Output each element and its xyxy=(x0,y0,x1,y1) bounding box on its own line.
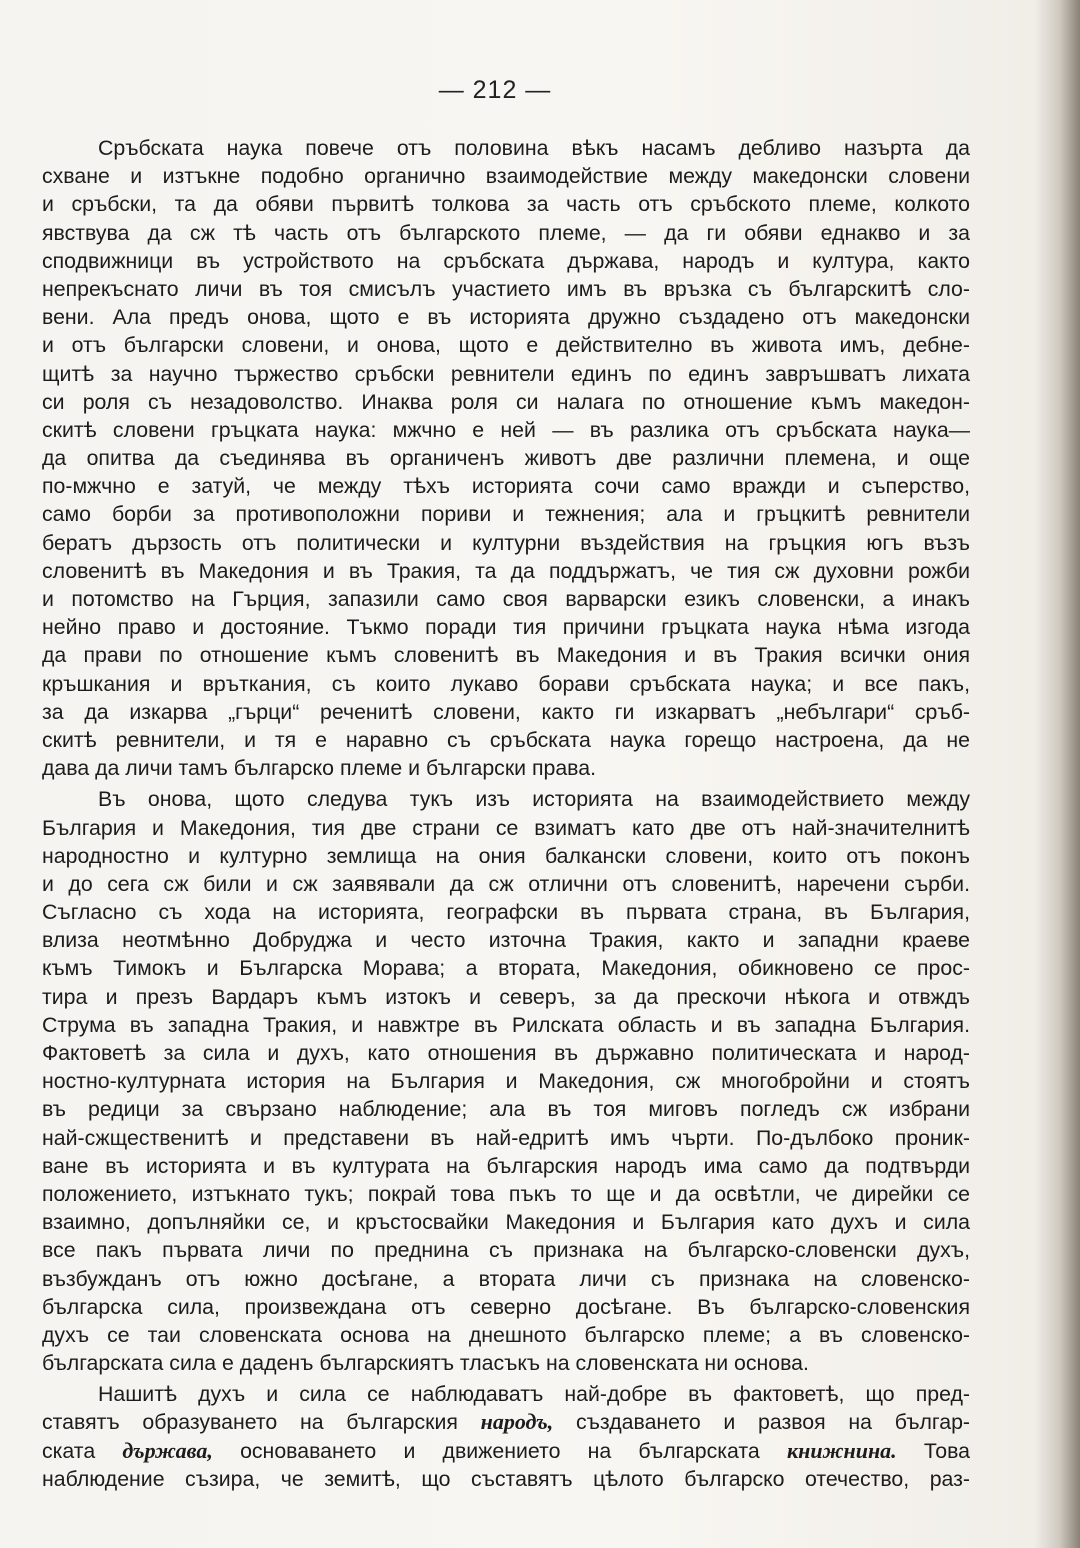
text-line: най-сжщественитѣ и представени въ най-едритѣ имъ чърти. По-дълбоко проник- xyxy=(42,1125,970,1150)
text-line: скитѣ словени гръцката наука: мжчно е ней — въ разлика отъ сръбската наука— xyxy=(42,417,970,442)
text-line: бератъ дързость отъ политически и културни въздействия на гръцкия югъ възъ xyxy=(42,530,970,555)
text-line: и отъ български словени, и онова, щото е действително въ живота имъ, дебне- xyxy=(42,333,970,358)
text-line: въ редици за свързано наблюдение; ала въ тоя миговъ погледъ сж избрани xyxy=(42,1097,970,1122)
paragraph-1 xyxy=(42,134,970,782)
text-line xyxy=(42,1408,970,1436)
text-line: ностно-културната история на България и Македония, сж многобройни и стоятъ xyxy=(42,1069,970,1094)
page-number: — 212 — xyxy=(438,76,552,104)
text-line: Струма въ западна Тракия, и навжтре въ Рилската область и въ западна България. xyxy=(42,1012,970,1037)
text-line: възбужданъ отъ южно досѣгане, а втората личи съ признака на словенско- xyxy=(42,1266,970,1291)
text-line: по-мжчно е затуй, че между тѣхъ историята сочи само вражди и съперство, xyxy=(42,474,970,499)
text-line: къмъ Тимокъ и Българска Морава; а втората, Македония, обикновено се прос- xyxy=(42,956,970,981)
text-line: да опитва да съединява въ органиченъ животъ две различни племена, и още xyxy=(42,446,970,471)
text-line: щитѣ за научно тържество сръбски ревнители единъ по единъ завръшватъ лихата xyxy=(42,361,970,386)
text-line: си роля съ незадоволство. Инаква роля си налага по отношение къмъ македон- xyxy=(42,389,970,414)
text-line: взаимно, допълняйки се, и кръстосвайки Македония и България като духъ и сила xyxy=(42,1210,970,1235)
text-line xyxy=(42,1437,970,1465)
text-line: влиза неотмѣнно Добруджа и често източна Тракия, както и западни краеве xyxy=(42,928,970,953)
text-line: България и Македония, тия две страни се взиматъ като две отъ най-значителнитѣ xyxy=(42,815,970,840)
text-line: все пакъ първата личи по преднина съ признака на българско-словенски духъ, xyxy=(42,1238,970,1263)
text-line: ване въ историята и въ културата на българския народъ има само да подтвърди xyxy=(42,1153,970,1178)
text-line: дава да личи тамъ българско племе и български права. xyxy=(42,756,597,781)
text-line: нейно право и достояние. Тъкмо поради тия причини гръцката наука нѣма изгода xyxy=(42,615,970,640)
text-line xyxy=(42,1465,970,1493)
text-line: Фактоветѣ за сила и духъ, като отношения въ държавно политическата и народ- xyxy=(42,1041,970,1065)
text-run: Това xyxy=(896,1438,970,1463)
text-line: словенитѣ въ Македония и въ Тракия, та да поддържатъ, че тия сж духовни рожби xyxy=(42,558,970,583)
emphasized-term: народъ, xyxy=(480,1409,554,1435)
text-run: наблюдение съзира, че земитѣ, що съставятъ цѣлото българско отечество, раз- xyxy=(42,1466,970,1491)
text-run: ската xyxy=(42,1438,123,1463)
text-line: и сръбски, та да обяви първитѣ толкова за часть отъ сръбското племе, колкото xyxy=(42,192,970,217)
text-run: Нашитѣ духъ и сила се наблюдаватъ най-добре въ фактоветѣ, що пред- xyxy=(98,1382,970,1407)
paragraph-2 xyxy=(42,785,970,1377)
text-line: вени. Ала предъ онова, щото е въ историята дружно създадено отъ македонски xyxy=(42,305,970,330)
text-line: положението, изтъкнато тукъ; покрай това пъкъ то ще и да освѣтли, че дирейки се xyxy=(42,1181,970,1206)
emphasized-term: книжнина. xyxy=(786,1437,897,1463)
text-line: Съгласно съ хода на историята, географски въ първата страна, въ България, xyxy=(42,900,970,925)
text-line: явствува да сж тѣ часть отъ българското племе, — да ги обяви еднакво и за xyxy=(42,220,970,245)
text-line: сподвижници въ устройството на сръбската държава, народъ и култура, както xyxy=(42,248,970,273)
text-line: кръшкания и връткания, съ които лукаво борави сръбската наука; и все пакъ, xyxy=(42,671,970,696)
emphasized-term: държава, xyxy=(122,1437,213,1463)
text-line: непрекъснато личи въ тоя смисълъ участието имъ въ връзка съ българскитѣ сло- xyxy=(42,276,970,301)
text-line: народностно и културно землища на ония балкански словени, които отъ поконъ xyxy=(42,843,970,868)
text-line: схване и изтъкне подобно органично взаимодействие между македонски словени xyxy=(42,164,970,189)
text-line: да прави по отношение къмъ словенитѣ въ Македония и въ Тракия всички ония xyxy=(42,643,970,668)
page-edge-shadow xyxy=(1034,0,1080,1548)
body-text xyxy=(42,134,970,1493)
text-line: само борби за противоположни пориви и тежнения; ала и гръцкитѣ ревнители xyxy=(42,502,970,527)
text-line: Въ онова, щото следува тукъ изъ историята на взаимодействието между xyxy=(98,787,970,812)
text-run: създаването и развоя на българ- xyxy=(553,1410,971,1435)
text-run: ставятъ образуването на българския xyxy=(42,1410,481,1435)
text-line: за да изкарва „гърци“ реченитѣ словени, както ги изкарватъ „небългари“ сръб- xyxy=(42,699,970,724)
paragraph-3 xyxy=(42,1380,970,1493)
text-run: основаването и движението на българската xyxy=(212,1438,787,1463)
text-line: духъ се таи словенската основа на днешното българско племе; а въ словенско- xyxy=(42,1322,970,1347)
text-line: българската сила е даденъ българскиятъ тласъкъ на словенската ни основа. xyxy=(42,1351,809,1376)
text-line: Сръбската наука повече отъ половина вѣкъ насамъ дебливо назърта да xyxy=(98,136,970,160)
text-line: скитѣ ревнители, и тя е наравно съ сръбската наука горещо настроена, да не xyxy=(42,727,970,752)
text-line: и до сега сж били и сж заявявали да сж отлични отъ словенитѣ, наречени сърби. xyxy=(42,871,970,896)
text-line: тира и презъ Вардаръ къмъ изтокъ и северъ, за да прескочи нѣкога и отвждъ xyxy=(42,984,970,1009)
text-line: българска сила, произвеждана отъ северно досѣгане. Въ българско-словенския xyxy=(42,1294,970,1319)
text-line xyxy=(42,1380,970,1408)
text-line: и потомство на Гърция, запазили само своя варварски езикъ словенски, а инакъ xyxy=(42,587,970,611)
